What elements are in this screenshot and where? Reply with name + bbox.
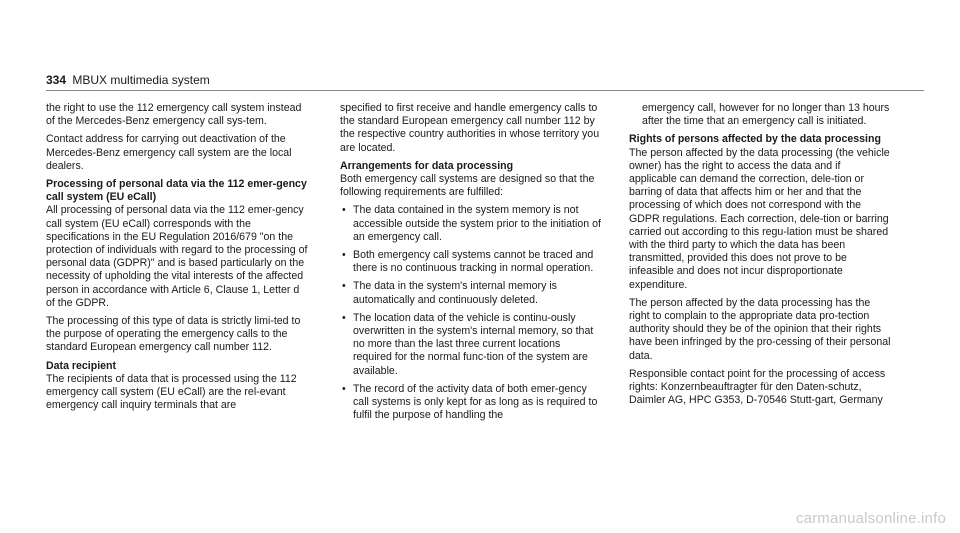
list-item: • The data contained in the system memory is not accessible outside the system prior to the initiation of an emergency call. <box>340 204 602 244</box>
paragraph: The processing of this type of data is strictly limi-ted to the purpose of operating the emergency calls to the standard European emergency call number 112. <box>46 315 301 354</box>
paragraph: specified to first receive and handle emergency calls to the standard European emergency call number 112 by the respective country authorities in whose territory you are located. <box>340 102 600 154</box>
header-rule <box>46 90 924 91</box>
paragraph: The person affected by the data processing (the vehicle owner) has the right to access the data and if applicable can demand the correction, dele-tion or barring of data that affects him or her and that the processing of which does not correspond with the GDPR regulations. Each correction, dele-tion or barring carried out according to this regu-lation must be shared with the third party to which the data has been transmitted, provided this does not prove to be infeasible and does not incur disproportionate expenditure. <box>629 146 890 291</box>
page-title: MBUX multimedia system <box>72 73 210 87</box>
requirements-list <box>340 204 602 422</box>
section-heading: Data recipient <box>46 359 117 372</box>
paragraph: Responsible contact point for the processing of access rights: Konzernbeauftragter für den Daten-schutz, Daimler AG, HPC G353, D-70546 Stutt-gart, Germany <box>629 367 886 407</box>
list-item: • Both emergency call systems cannot be traced and there is no continuous tracking in normal operation. <box>340 249 602 275</box>
list-item: • The location data of the vehicle is continu-ously overwritten in the system's internal memory, so that no more than the last three current locations required for the normal func-tion of the system are available. <box>340 312 602 378</box>
paragraph: The recipients of data that is processed using the 112 emergency call system (EU eCall) are the rel-evant emergency call inquiry terminals that are <box>46 372 297 412</box>
paragraph: The person affected by the data processing has the right to complain to the appropriate data pro-tection authority should they be of the opinion that their rights have been infringed by the pro-cessing of their personal data. <box>629 296 891 362</box>
list-item: • The data in the system's internal memory is automatically and continuously deleted. <box>340 280 602 306</box>
list-item-continuation: emergency call, however for no longer than 13 hours after the time that an emergency call is initiated. <box>642 102 890 128</box>
section-heading: Rights of persons affected by the data processing <box>629 133 881 146</box>
page-header <box>46 72 210 88</box>
column-1 <box>46 102 308 417</box>
section-heading: Processing of personal data via the 112 emer-gency call system (EU eCall) <box>46 178 307 204</box>
paragraph: Contact address for carrying out deactivation of the Mercedes-Benz emergency call system are the local dealers. <box>46 133 292 172</box>
column-3 <box>629 102 891 412</box>
column-2 <box>340 102 602 427</box>
list-item: • The record of the activity data of both emer-gency call systems is only kept for as long as is required to fulfil the purpose of handling the <box>340 383 602 423</box>
watermark-text: carmanualsonline.info <box>795 510 946 527</box>
paragraph: All processing of personal data via the 112 emer-gency call system (EU eCall) corresponds with the specifications in the EU Regulation 2016/679 "on the protection of individuals with regard to the processing of personal data (GDPR)" and is based particularly on the necessity of upholding the vital interests of the affected person in accordance with Article 6, Clause 1, Letter d of the GDPR. <box>46 204 308 309</box>
section-heading: Arrangements for data processing <box>340 159 514 172</box>
paragraph: the right to use the 112 emergency call system instead of the Mercedes-Benz emergency call sys-tem. <box>46 102 302 128</box>
page-number: 334 <box>46 73 67 87</box>
paragraph: Both emergency call systems are designed so that the following requirements are fulfilled: <box>340 173 595 199</box>
